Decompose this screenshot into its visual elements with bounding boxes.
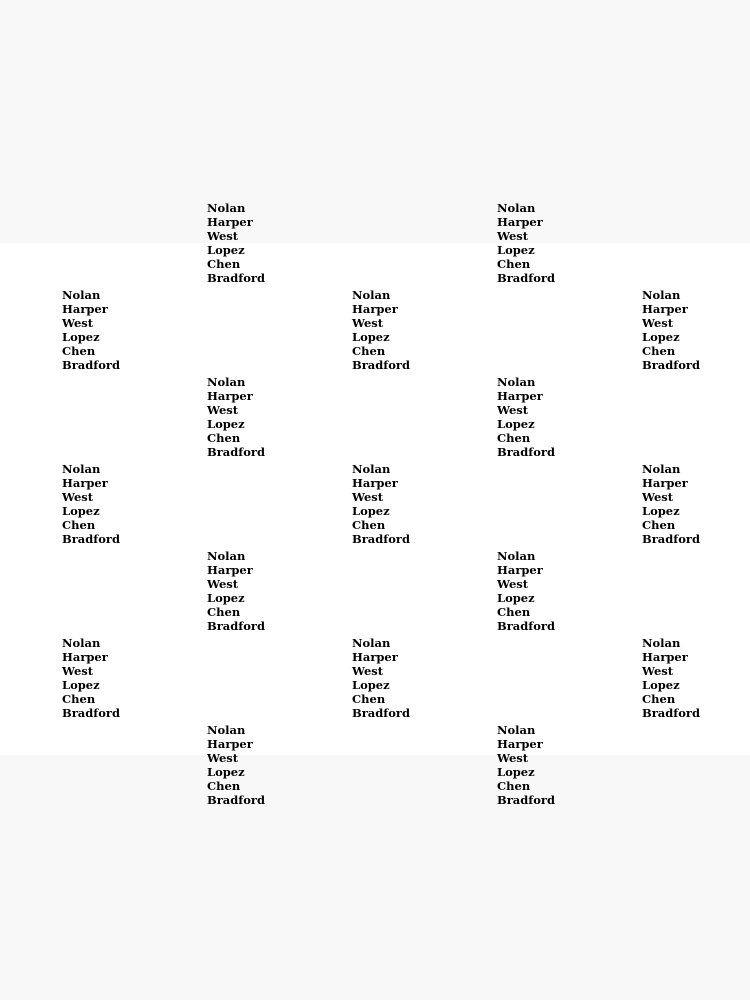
name-text: Chen [62, 517, 96, 532]
name-block [207, 202, 265, 285]
name-text: Chen [497, 430, 531, 445]
name-text: Harper [497, 736, 543, 751]
name-text: Nolan [207, 549, 246, 563]
name-text: Nolan [207, 201, 246, 215]
name-text: West [642, 489, 674, 504]
name-block [497, 376, 555, 459]
name-text: West [62, 663, 94, 678]
name-text: West [497, 576, 529, 591]
name-text: Lopez [207, 242, 245, 257]
name-text: Nolan [62, 636, 101, 650]
name-text: Harper [207, 562, 253, 577]
name-block [352, 463, 410, 546]
name-text: Harper [62, 301, 108, 316]
name-text: Chen [497, 256, 531, 271]
name-text: Bradford [62, 705, 120, 720]
name-text: Lopez [207, 764, 245, 779]
name-text: Harper [642, 301, 688, 316]
name-text: Bradford [207, 618, 265, 633]
name-text: Nolan [352, 462, 391, 476]
name-text: Chen [62, 343, 96, 358]
name-block [497, 202, 555, 285]
name-text: Lopez [497, 242, 535, 257]
name-text: Harper [207, 388, 253, 403]
name-text: Bradford [497, 618, 555, 633]
name-text: Chen [62, 691, 96, 706]
name-block [642, 463, 700, 546]
name-block [352, 289, 410, 372]
name-text: Bradford [352, 705, 410, 720]
name-text: Chen [497, 778, 531, 793]
name-text: Nolan [207, 723, 246, 737]
name-text: Harper [497, 562, 543, 577]
name-text: Chen [207, 604, 241, 619]
name-text: Bradford [352, 357, 410, 372]
name-text: Lopez [497, 590, 535, 605]
name-text: Harper [352, 301, 398, 316]
name-text: Lopez [642, 503, 680, 518]
name-text: West [642, 663, 674, 678]
name-text: Lopez [207, 590, 245, 605]
name-text: Harper [62, 475, 108, 490]
name-text: Chen [207, 256, 241, 271]
name-text: West [207, 402, 239, 417]
name-text: Lopez [497, 416, 535, 431]
name-text: West [352, 663, 384, 678]
name-text: Harper [642, 475, 688, 490]
name-block [642, 289, 700, 372]
name-text: West [207, 750, 239, 765]
name-text: Nolan [352, 636, 391, 650]
name-text: Bradford [62, 357, 120, 372]
name-text: Lopez [642, 677, 680, 692]
name-text: Lopez [207, 416, 245, 431]
name-block [352, 637, 410, 720]
name-text: Chen [642, 343, 676, 358]
name-text: Nolan [62, 288, 101, 302]
name-text: Nolan [497, 549, 536, 563]
name-text: Bradford [642, 705, 700, 720]
name-text: West [62, 489, 94, 504]
name-block [207, 724, 265, 807]
name-block [207, 550, 265, 633]
name-text: Lopez [62, 677, 100, 692]
name-text: Chen [352, 517, 386, 532]
name-text: West [352, 315, 384, 330]
name-text: Chen [642, 691, 676, 706]
name-text: Harper [352, 475, 398, 490]
name-text: Lopez [352, 329, 390, 344]
name-text: Lopez [497, 764, 535, 779]
name-text: Nolan [207, 375, 246, 389]
name-text: Bradford [207, 792, 265, 807]
name-text: Harper [497, 214, 543, 229]
name-text: Nolan [642, 462, 681, 476]
name-text: Bradford [497, 792, 555, 807]
name-text: West [497, 750, 529, 765]
name-text: Lopez [62, 329, 100, 344]
name-text: Bradford [352, 531, 410, 546]
name-text: Nolan [352, 288, 391, 302]
name-text: Nolan [497, 201, 536, 215]
name-text: Harper [207, 214, 253, 229]
name-block [642, 637, 700, 720]
name-text: Nolan [497, 723, 536, 737]
name-text: Bradford [642, 357, 700, 372]
name-block [207, 376, 265, 459]
name-text: Chen [207, 430, 241, 445]
name-text: Harper [352, 649, 398, 664]
name-text: West [642, 315, 674, 330]
name-text: Harper [642, 649, 688, 664]
name-text: Harper [497, 388, 543, 403]
name-text: Bradford [207, 270, 265, 285]
name-block [62, 463, 120, 546]
name-text: Bradford [497, 444, 555, 459]
pattern-print-area [0, 201, 750, 807]
name-text: Chen [642, 517, 676, 532]
name-text: West [207, 228, 239, 243]
name-text: Harper [62, 649, 108, 664]
name-block [62, 637, 120, 720]
name-text: Chen [352, 343, 386, 358]
name-text: Bradford [62, 531, 120, 546]
name-text: West [497, 228, 529, 243]
name-text: West [207, 576, 239, 591]
name-text: Bradford [642, 531, 700, 546]
name-block [497, 550, 555, 633]
name-text: Chen [352, 691, 386, 706]
name-text: Nolan [497, 375, 536, 389]
name-text: Nolan [642, 288, 681, 302]
name-text: West [62, 315, 94, 330]
name-text: West [352, 489, 384, 504]
name-text: Lopez [62, 503, 100, 518]
name-text: Chen [207, 778, 241, 793]
name-text: Harper [207, 736, 253, 751]
name-text: Nolan [62, 462, 101, 476]
name-text: Lopez [352, 677, 390, 692]
name-text: Nolan [642, 636, 681, 650]
name-text: Lopez [352, 503, 390, 518]
name-text: Bradford [497, 270, 555, 285]
name-text: West [497, 402, 529, 417]
name-block [497, 724, 555, 807]
name-text: Chen [497, 604, 531, 619]
name-text: Lopez [642, 329, 680, 344]
name-block [62, 289, 120, 372]
name-text: Bradford [207, 444, 265, 459]
